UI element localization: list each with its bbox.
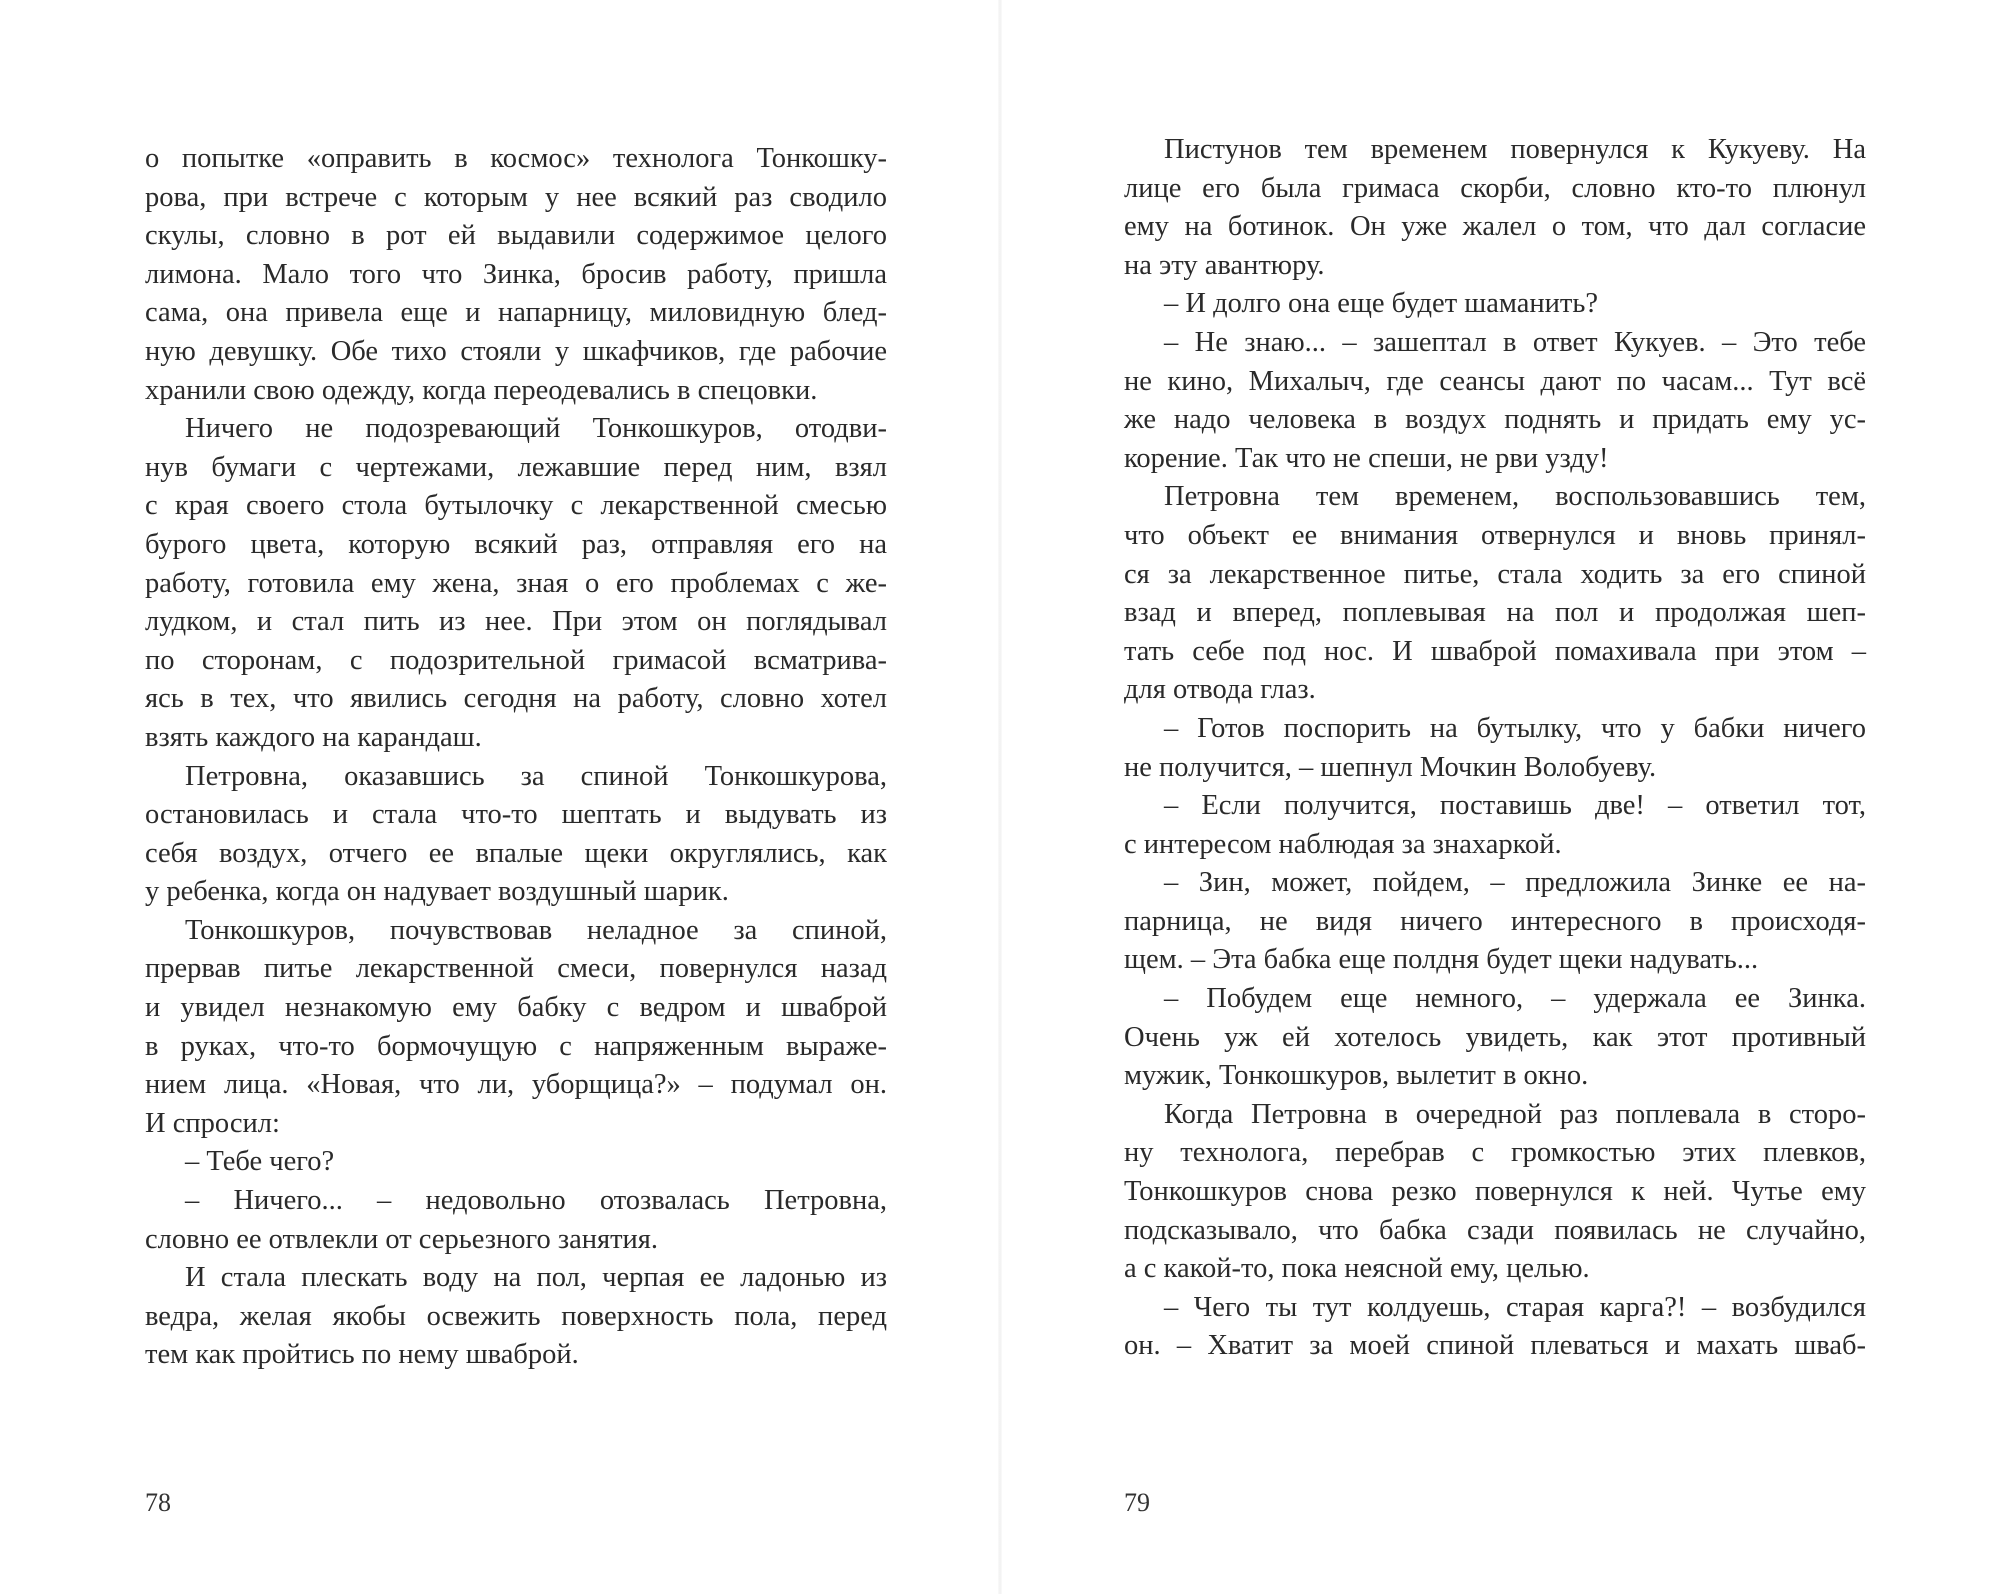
text-line: ему на ботинок. Он уже жалел о том, что дал согласие (1124, 211, 1866, 243)
text-line: Тонкошкуров снова резко повернулся к ней. Чутье ему (1124, 1176, 1866, 1208)
text-line: Ничего не подозревающий Тонкошкуров, отодви- (185, 413, 887, 445)
text-line: нув бумаги с чертежами, лежавшие перед ним, взял (145, 451, 887, 483)
text-line: – И долго она еще будет шаманить? (1164, 288, 1598, 320)
text-line: лудком, и стал пить из нее. При этом он поглядывал (145, 606, 887, 638)
text-line: что объект ее внимания отвернулся и вновь принял- (1124, 519, 1866, 551)
text-line: с интересом наблюдая за знахаркой. (1124, 828, 1562, 860)
text-line: Тонкошкуров, почувствовав неладное за спиной, (185, 914, 887, 946)
page-text (145, 140, 887, 1375)
text-line: а с какой-то, пока неясной ему, целью. (1124, 1253, 1590, 1285)
text-line: о попытке «оправить в космос» технолога Тонкошку- (145, 143, 887, 174)
text-line: подсказывало, что бабка сзади появилась не случайно, (1124, 1214, 1866, 1246)
text-line: ясь в тех, что явились сегодня на работу, словно хотел (145, 683, 887, 715)
text-line: прервав питье лекарственной смеси, повернулся назад (145, 953, 887, 985)
text-line: парница, не видя ничего интересного в происходя- (1124, 905, 1866, 937)
text-line: на эту авантюру. (1124, 249, 1325, 281)
text-line: бурого цвета, которую всякий раз, отправляя его на (145, 528, 887, 560)
page-text (1124, 131, 1866, 1366)
text-line: – Готов поспорить на бутылку, что у бабки ничего (1164, 712, 1866, 744)
text-line: – Побудем еще немного, – удержала ее Зинка. (1164, 983, 1866, 1015)
text-line: щем. – Эта бабка еще полдня будет щеки надувать... (1124, 944, 1759, 976)
text-line: взад и вперед, поплевывая на пол и продолжая шеп- (1124, 597, 1866, 629)
text-line: ся за лекарственное питье, стала ходить за его спиной (1124, 558, 1866, 590)
page-number: 78 (145, 1488, 171, 1517)
text-line: он. – Хватит за моей спиной плеваться и махать шваб- (1124, 1330, 1866, 1362)
text-line: не кино, Михалыч, где сеансы дают по часам... Тут всё (1124, 365, 1866, 397)
text-line: Петровна тем временем, воспользовавшись тем, (1164, 481, 1866, 513)
text-line: скулы, словно в рот ей выдавили содержимое целого (145, 220, 887, 252)
text-line: себя воздух, отчего ее впалые щеки округлялись, как (145, 837, 887, 869)
text-line: же надо человека в воздух поднять и придать ему ус- (1124, 404, 1866, 436)
text-line: работу, готовила ему жена, зная о его проблемах с же- (145, 567, 887, 599)
text-line: – Если получится, поставишь две! – ответил тот, (1164, 790, 1866, 822)
text-line: остановилась и стала что-то шептать и выдувать из (145, 799, 887, 831)
text-line: – Чего ты тут колдуешь, старая карга?! – возбудился (1164, 1291, 1866, 1323)
right-page (1000, 0, 2000, 1594)
text-line: тать себе под нос. И шваброй помахивала при этом – (1124, 635, 1866, 667)
text-line: Когда Петровна в очередной раз поплевала в сторо- (1164, 1098, 1866, 1130)
text-line: – Не знаю... – зашептал в ответ Кукуев. – Это тебе (1164, 326, 1866, 358)
text-line: лимона. Мало того что Зинка, бросив работу, пришла (145, 258, 887, 290)
text-line: не получится, – шепнул Мочкин Волобуеву. (1124, 751, 1657, 783)
text-line: тем как пройтись по нему шваброй. (145, 1339, 579, 1371)
text-line: и увидел незнакомую ему бабку с ведром и шваброй (145, 992, 887, 1024)
text-line: Очень уж ей хотелось увидеть, как этот противный (1124, 1021, 1866, 1053)
text-line: рова, при встрече с которым у нее всякий раз сводило (145, 181, 887, 213)
text-line: – Зин, может, пойдем, – предложила Зинке ее на- (1164, 867, 1866, 899)
text-line: – Тебе чего? (185, 1146, 335, 1178)
page-number: 79 (1124, 1488, 1150, 1517)
text-line: И стала плескать воду на пол, черпая ее ладонью из (185, 1262, 887, 1294)
text-line: у ребенка, когда он надувает воздушный шарик. (145, 876, 729, 908)
text-line: сама, она привела еще и напарницу, миловидную блед- (145, 297, 887, 329)
text-line: взять каждого на карандаш. (145, 721, 482, 753)
text-line: хранили свою одежду, когда переодевались в спецовки. (145, 374, 818, 406)
text-line: нием лица. «Новая, что ли, уборщица?» – подумал он. (145, 1069, 887, 1101)
text-line: мужик, Тонкошкуров, вылетит в окно. (1124, 1060, 1589, 1092)
text-line: с края своего стола бутылочку с лекарственной смесью (145, 490, 887, 522)
text-line: в руках, что-то бормочущую с напряженным выраже- (145, 1030, 887, 1062)
text-line: ну технолога, перебрав с громкостью этих плевков, (1124, 1137, 1866, 1169)
text-line: словно ее отвлекли от серьезного занятия. (145, 1223, 659, 1255)
text-line: лице его была гримаса скорби, словно кто-то плюнул (1124, 172, 1866, 204)
text-line: ведра, желая якобы освежить поверхность пола, перед (145, 1300, 887, 1332)
text-line: – Ничего... – недовольно отозвалась Петровна, (185, 1185, 887, 1217)
text-line: по сторонам, с подозрительной гримасой всматрива- (145, 644, 887, 676)
text-line: Пистунов тем временем повернулся к Кукуеву. На (1164, 134, 1866, 165)
text-line: корение. Так что не спеши, не рви узду! (1124, 442, 1609, 474)
text-line: Петровна, оказавшись за спиной Тонкошкурова, (185, 760, 887, 792)
text-line: ную девушку. Обе тихо стояли у шкафчиков, где рабочие (145, 335, 887, 367)
text-line: И спросил: (145, 1107, 280, 1139)
text-line: для отвода глаз. (1124, 674, 1316, 706)
